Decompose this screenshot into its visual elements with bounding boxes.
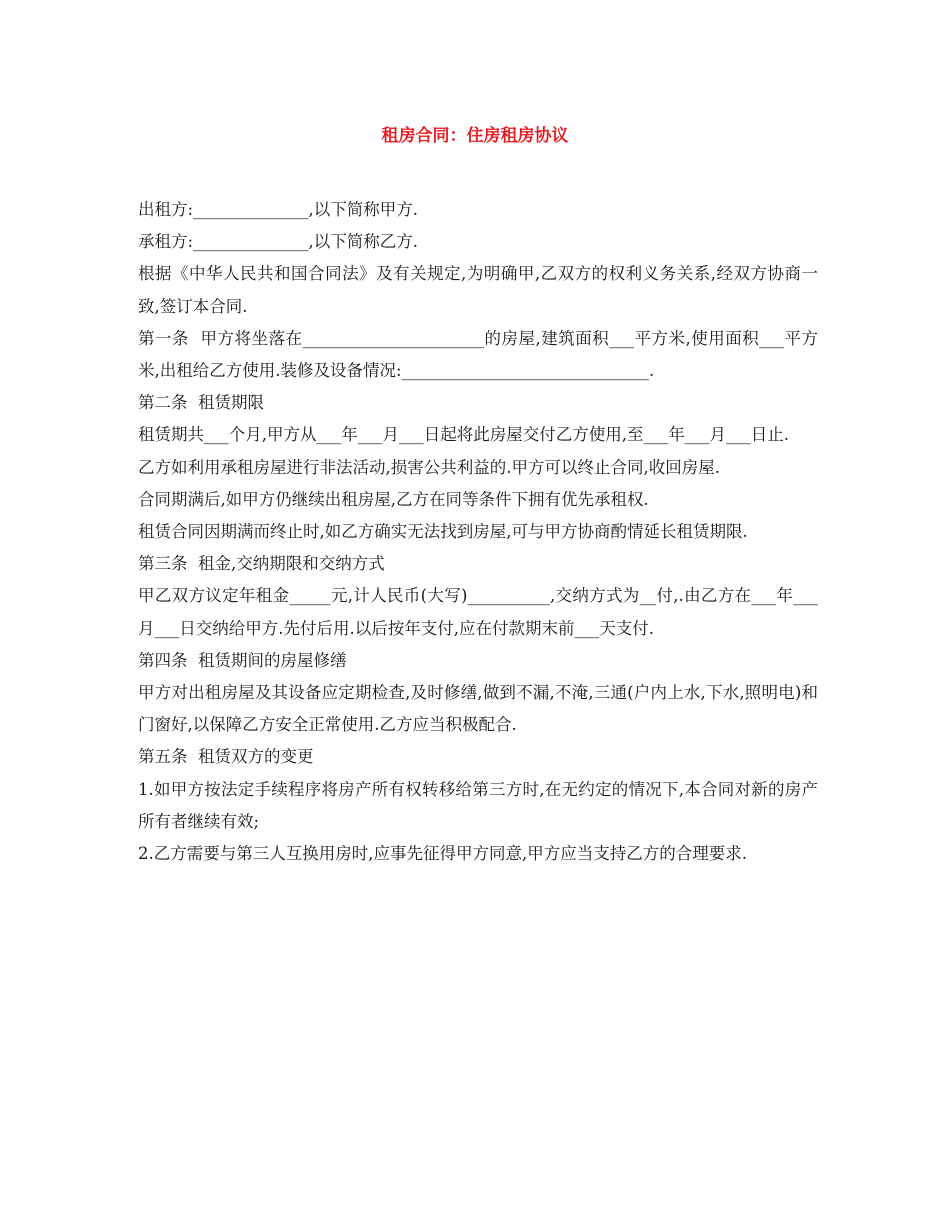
extension-paragraph: 租赁合同因期满而终止时,如乙方确实无法找到房屋,可与甲方协商酌情延长租赁期限. (138, 522, 748, 542)
article-1-paragraph: 第一条 甲方将坐落在______________________的房屋,建筑面积___平方米,使用面积___平方米,出租给乙方使用.装修及设备情况:______________________________. (138, 328, 818, 381)
repair-paragraph: 甲方对出租房屋及其设备应定期检查,及时修缮,做到不漏,不淹,三通(户内上水,下水,照明电)和门窗好,以保障乙方安全正常使用.乙方应当积极配合. (138, 683, 818, 735)
document-title: 租房合同：住房租房协议 (381, 126, 569, 146)
rent-payment-paragraph: 甲乙双方议定年租金_____元,计人民币(大写)__________,交纳方式为__付,.由乙方在___年___月___日交纳给甲方.先付后用.以后按年支付,应在付款期末前___天支付. (138, 586, 818, 638)
lessor-line: 出租方:______________,以下简称甲方. (138, 200, 419, 219)
article-5-heading: 第五条 租赁双方的变更 (138, 747, 314, 767)
ownership-transfer-paragraph: 1.如甲方按法定手续程序将房产所有权转移给第三方时,在无约定的情况下,本合同对新的房产所有者继续有效; (138, 779, 818, 831)
article-3-heading: 第三条 租金,交纳期限和交纳方式 (138, 554, 385, 574)
preamble-paragraph: 根据《中华人民共和国合同法》及有关规定,为明确甲,乙双方的权利义务关系,经双方协商一致,签订本合同. (138, 264, 818, 316)
illegal-use-paragraph: 乙方如利用承租房屋进行非法活动,损害公共利益的.甲方可以终止合同,收回房屋. (138, 457, 720, 477)
renewal-priority-paragraph: 合同期满后,如甲方仍继续出租房屋,乙方在同等条件下拥有优先承租权. (138, 489, 649, 509)
document-body (138, 194, 818, 870)
lease-term-paragraph: 租赁期共___个月,甲方从___年___月___日起将此房屋交付乙方使用,至___年___月___日止. (138, 425, 789, 445)
exchange-housing-paragraph: 2.乙方需要与第三人互换用房时,应事先征得甲方同意,甲方应当支持乙方的合理要求. (138, 844, 747, 864)
article-2-heading: 第二条 租赁期限 (138, 393, 264, 413)
article-4-heading: 第四条 租赁期间的房屋修缮 (138, 650, 347, 670)
lessee-line: 承租方:______________,以下简称乙方. (138, 232, 419, 252)
